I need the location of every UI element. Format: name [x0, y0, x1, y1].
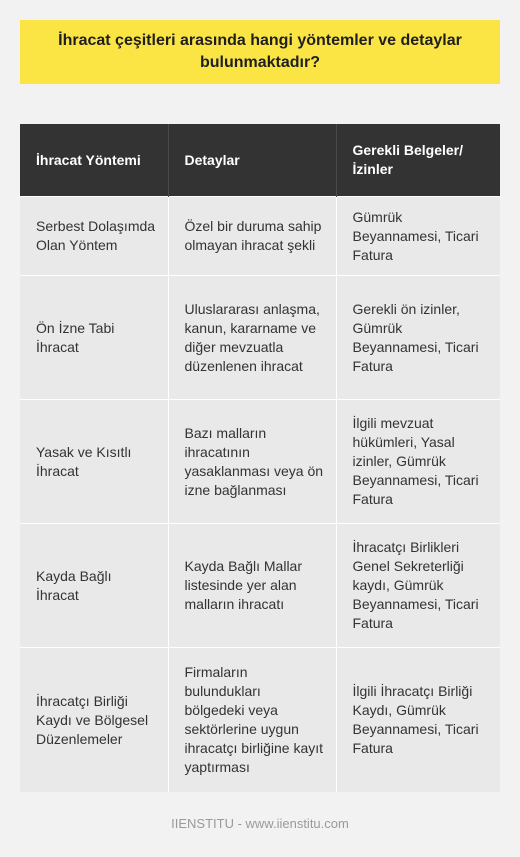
title-banner — [20, 20, 500, 84]
cell-documents: İhracatçı Birlikleri Genel Sekreterliği kaydı, Gümrük Beyannamesi, Ticari Fatura — [336, 524, 500, 648]
cell-details: Firmaların bulundukları bölgedeki veya sektörlerine uygun ihracatçı birliğine kayıt yaptırması — [168, 648, 336, 793]
table-row — [20, 400, 500, 524]
cell-details: Bazı malların ihracatının yasaklanması veya ön izne bağlanması — [168, 400, 336, 524]
table-row — [20, 524, 500, 648]
table-row — [20, 197, 500, 276]
header-method: İhracat Yöntemi — [20, 124, 168, 197]
cell-documents: Gümrük Beyannamesi, Ticari Fatura — [336, 197, 500, 276]
cell-details: Özel bir duruma sahip olmayan ihracat şekli — [168, 197, 336, 276]
cell-method: Ön İzne Tabi İhracat — [20, 276, 168, 400]
table-row — [20, 276, 500, 400]
cell-details: Uluslararası anlaşma, kanun, kararname ve diğer mevzuatla düzenlenen ihracat — [168, 276, 336, 400]
table-header-row — [20, 124, 500, 197]
cell-documents: İlgili İhracatçı Birliği Kaydı, Gümrük Beyannamesi, Ticari Fatura — [336, 648, 500, 793]
cell-documents: Gerekli ön izinler, Gümrük Beyannamesi, Ticari Fatura — [336, 276, 500, 400]
table-row — [20, 648, 500, 793]
cell-method: Kayda Bağlı İhracat — [20, 524, 168, 648]
export-methods-table — [20, 124, 500, 792]
cell-method: Yasak ve Kısıtlı İhracat — [20, 400, 168, 524]
cell-documents: İlgili mevzuat hükümleri, Yasal izinler, Gümrük Beyannamesi, Ticari Fatura — [336, 400, 500, 524]
page-title: İhracat çeşitleri arasında hangi yöntemler ve detaylar bulunmaktadır? — [58, 32, 462, 71]
header-documents: Gerekli Belgeler/ İzinler — [336, 124, 500, 197]
header-details: Detaylar — [168, 124, 336, 197]
footer-credit: IIENSTITU - www.iienstitu.com — [171, 816, 349, 831]
cell-details: Kayda Bağlı Mallar listesinde yer alan malların ihracatı — [168, 524, 336, 648]
cell-method: İhracatçı Birliği Kaydı ve Bölgesel Düzenlemeler — [20, 648, 168, 793]
cell-method: Serbest Dolaşımda Olan Yöntem — [20, 197, 168, 276]
